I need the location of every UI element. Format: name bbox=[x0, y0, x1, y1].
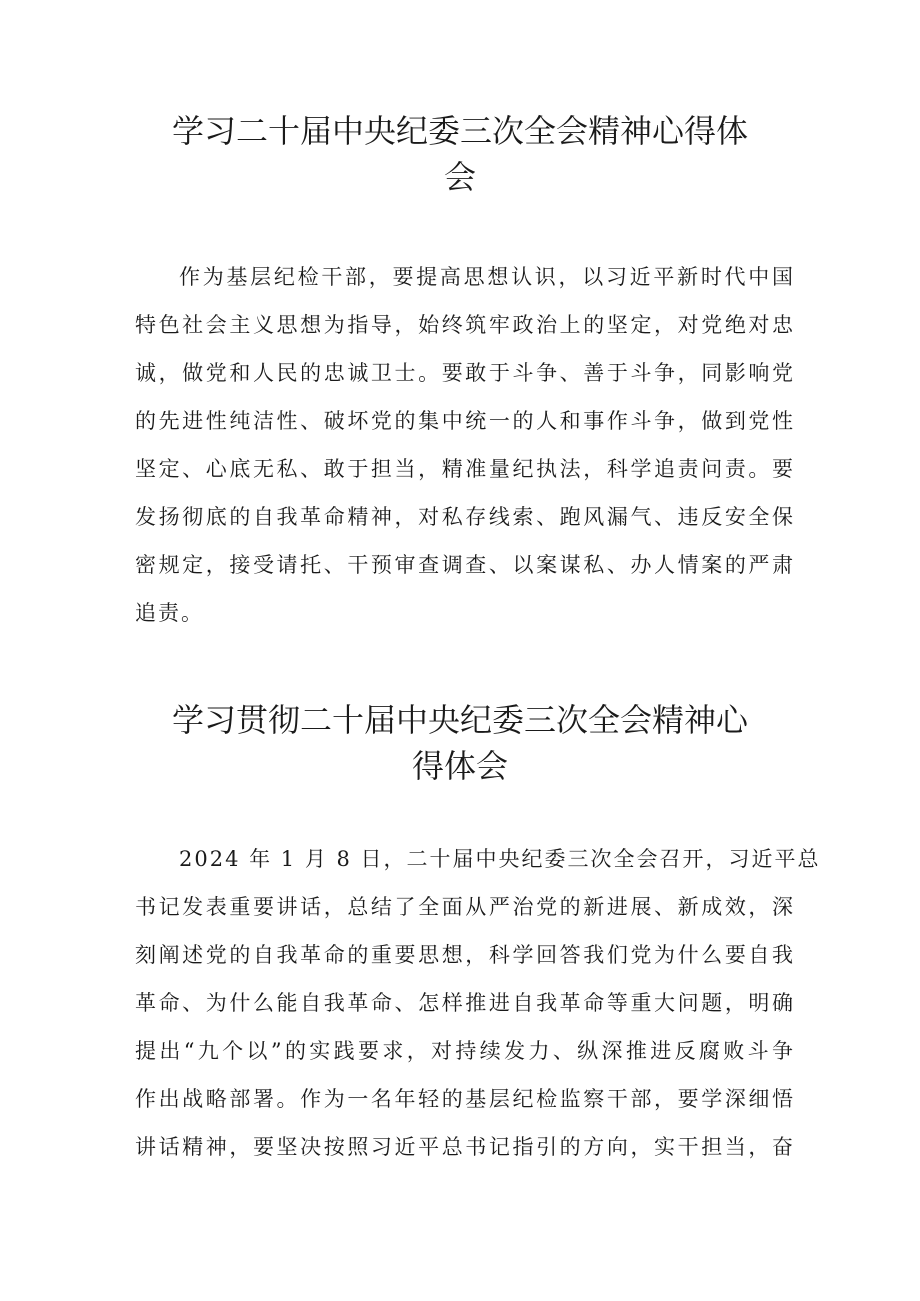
paragraph-line: 坚定、心底无私、敢于担当，精准量纪执法，科学追责问责。要 bbox=[135, 457, 795, 481]
paragraph-line: 追责。 bbox=[135, 601, 204, 625]
paragraph-line: 革命、为什么能自我革命、怎样推进自我革命等重大问题，明确 bbox=[135, 991, 795, 1015]
article-1-title bbox=[150, 108, 770, 200]
article-2-title-line: 学习贯彻二十届中央纪委三次全会精神心 bbox=[171, 701, 748, 739]
paragraph-line: 书记发表重要讲话，总结了全面从严治党的新进展、新成效，深 bbox=[135, 895, 795, 919]
paragraph-line: 密规定，接受请托、干预审查调查、以案谋私、办人情案的严肃 bbox=[135, 553, 795, 577]
article-2-title-line: 得体会 bbox=[411, 747, 508, 785]
paragraph-line: 诚，做党和人民的忠诚卫士。要敢于斗争、善于斗争，同影响党 bbox=[135, 361, 795, 385]
paragraph-line: 讲话精神，要坚决按照习近平总书记指引的方向，实干担当，奋 bbox=[135, 1135, 795, 1159]
paragraph-line: 发扬彻底的自我革命精神，对私存线索、跑风漏气、违反安全保 bbox=[135, 505, 795, 529]
article-1-paragraph bbox=[135, 253, 795, 637]
article-1-title-line: 会 bbox=[443, 158, 476, 196]
paragraph-line: 提出“九个以”的实践要求，对持续发力、纵深推进反腐败斗争 bbox=[135, 1039, 795, 1063]
paragraph-line: 作出战略部署。作为一名年轻的基层纪检监察干部，要学深细悟 bbox=[135, 1087, 795, 1111]
paragraph-line: 特色社会主义思想为指导，始终筑牢政治上的坚定，对党绝对忠 bbox=[135, 313, 795, 337]
paragraph-line: 2024 年 1 月 8 日，二十届中央纪委三次全会召开，习近平总 bbox=[179, 847, 821, 871]
paragraph-line: 的先进性纯洁性、破坏党的集中统一的人和事作斗争，做到党性 bbox=[135, 409, 795, 433]
paragraph-line: 作为基层纪检干部，要提高思想认识，以习近平新时代中国 bbox=[179, 265, 795, 289]
paragraph-line: 刻阐述党的自我革命的重要思想，科学回答我们党为什么要自我 bbox=[135, 943, 795, 967]
article-1-title-line: 学习二十届中央纪委三次全会精神心得体 bbox=[171, 112, 748, 150]
article-2-paragraph bbox=[135, 835, 821, 1171]
article-2-title bbox=[150, 697, 770, 789]
